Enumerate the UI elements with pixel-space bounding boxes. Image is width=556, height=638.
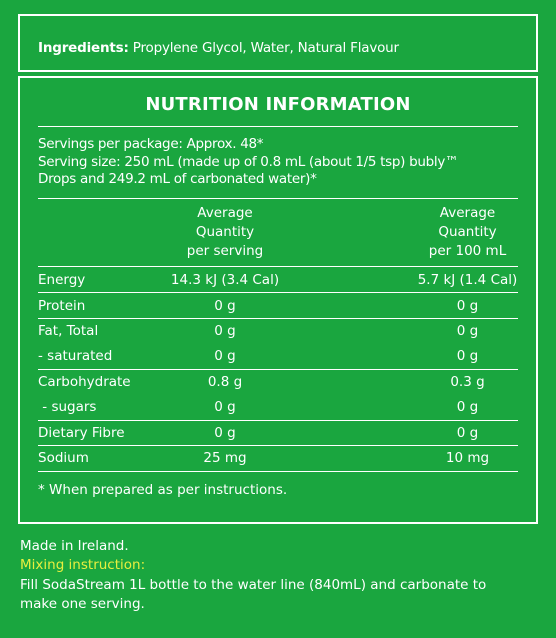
per-serving-value: 0.8 g	[207, 374, 243, 390]
table-row	[38, 267, 518, 293]
header-per-100ml	[390, 204, 545, 261]
header-100ml-line: Average	[439, 205, 496, 221]
nutrition-panel	[18, 76, 538, 524]
per-serving-value: 25 mg	[203, 450, 247, 466]
table-row	[38, 369, 518, 395]
servings-per-package: Servings per package: Approx. 48*	[38, 136, 264, 152]
per-serving-value: 0 g	[214, 298, 236, 314]
per-100ml-value: 0 g	[456, 399, 479, 415]
header-per-serving	[140, 204, 310, 261]
serving-divider	[38, 198, 518, 199]
ingredients-text	[38, 40, 399, 56]
nutrient-name: Energy	[38, 272, 86, 288]
per-100ml-value: 0.3 g	[450, 374, 485, 390]
mixing-heading: Mixing instruction:	[20, 557, 146, 573]
table-row	[38, 420, 518, 446]
nutrient-name: - sugars	[38, 399, 97, 415]
title-divider	[38, 126, 518, 127]
table-row	[38, 318, 518, 344]
per-100ml-value: 0 g	[456, 298, 479, 314]
nutrient-name: Carbohydrate	[38, 374, 131, 390]
header-serving-line: Average	[197, 205, 253, 221]
per-100ml-value: 0 g	[456, 348, 479, 364]
row-divider	[38, 471, 518, 472]
nutrient-name: Fat, Total	[38, 323, 99, 339]
header-100ml-line: Quantity	[438, 224, 497, 240]
ingredients-label: Ingredients:	[38, 40, 129, 56]
serving-info	[38, 136, 458, 189]
table-row	[38, 445, 518, 471]
table-row	[38, 293, 518, 319]
nutrient-name: Protein	[38, 298, 86, 314]
per-serving-value: 0 g	[214, 323, 236, 339]
nutrient-name: - saturated	[38, 348, 113, 364]
per-100ml-value: 5.7 kJ (1.4 Cal)	[417, 272, 518, 288]
serving-size-line2: Drops and 249.2 mL of carbonated water)*	[38, 171, 317, 187]
table-row	[38, 343, 518, 369]
ingredients-panel	[18, 14, 538, 72]
header-serving-line: Quantity	[195, 224, 255, 240]
per-serving-value: 14.3 kJ (3.4 Cal)	[170, 272, 280, 288]
per-serving-value: 0 g	[214, 425, 236, 441]
made-in-text: Made in Ireland.	[20, 538, 129, 554]
nutrient-name: Sodium	[38, 450, 89, 466]
header-100ml-line: per 100 mL	[428, 243, 507, 259]
per-100ml-value: 0 g	[456, 323, 479, 339]
nutrition-title: NUTRITION INFORMATION	[145, 94, 411, 115]
footnote: * When prepared as per instructions.	[38, 482, 288, 498]
serving-size-line1: Serving size: 250 mL (made up of 0.8 mL (about 1/5 tsp) bubly™	[38, 153, 459, 170]
table-row	[38, 394, 518, 420]
nutrient-name: Dietary Fibre	[38, 425, 125, 441]
mixing-text: Fill SodaStream 1L bottle to the water line (840mL) and carbonate to make one serving.	[20, 577, 487, 612]
per-100ml-value: 0 g	[456, 425, 479, 441]
ingredients-list: Propylene Glycol, Water, Natural Flavour	[128, 40, 399, 56]
per-serving-value: 0 g	[214, 399, 236, 415]
per-100ml-value: 10 mg	[445, 450, 490, 466]
header-serving-line: per serving	[186, 243, 264, 259]
per-serving-value: 0 g	[214, 348, 236, 364]
